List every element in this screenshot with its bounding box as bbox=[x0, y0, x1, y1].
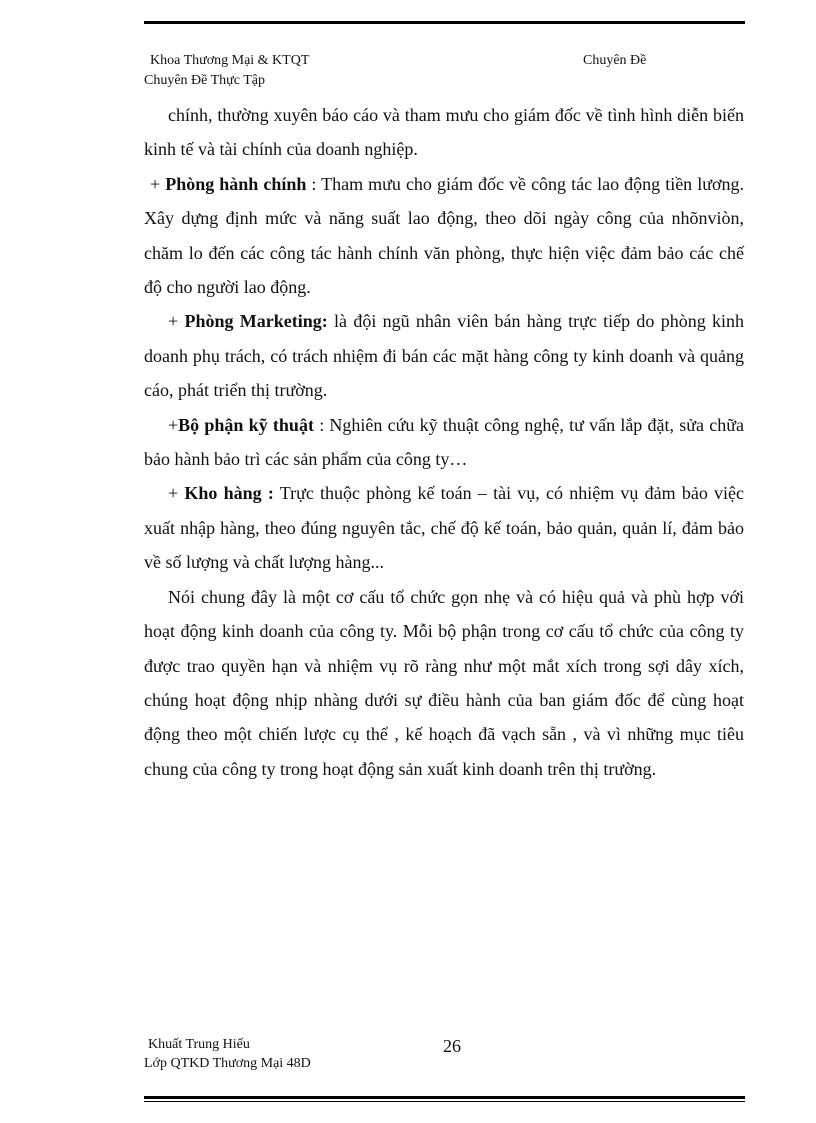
footer-class-name: Lớp QTKD Thương Mại 48D bbox=[144, 1056, 311, 1071]
term: Phòng hành chính bbox=[165, 173, 307, 194]
paragraph: chính, thường xuyên báo cáo và tham mưu cho giám đốc về tình hình diễn biến kinh tế và tài chính của doanh nghiệp. bbox=[144, 105, 744, 160]
definition: là đội ngũ nhân viên bán hàng trực tiếp do phòng kinh doanh phụ trách, có trách nhiệm đi bán các mặt hàng công ty kinh doanh và quảng cáo, phát triển thị trường. bbox=[144, 311, 744, 401]
paragraph-phong-hanh-chinh bbox=[144, 167, 744, 305]
bullet: + bbox=[168, 483, 185, 504]
header-doc-type: Chuyên Đề bbox=[583, 53, 647, 68]
page-number: 26 bbox=[443, 1036, 461, 1056]
document-body bbox=[144, 98, 744, 786]
term: Phòng Marketing: bbox=[184, 311, 328, 332]
bullet: + bbox=[168, 414, 179, 435]
footer-rule-thick bbox=[144, 1096, 745, 1099]
definition: : Tham mưu cho giám đốc về công tác lao động tiền lương. Xây dựng định mức và năng suất lao động, theo dõi ngày công của nhõnviòn, chăm lo đến các công tác hành chính văn phòng, thực hiện việc đảm bảo các chế độ cho người lao động. bbox=[144, 173, 744, 298]
footer-rule-thin bbox=[144, 1101, 745, 1102]
paragraph-bo-phan-ky-thuat bbox=[144, 408, 744, 477]
header-subtitle: Chuyên Đề Thực Tập bbox=[144, 73, 265, 88]
term: Kho hàng : bbox=[184, 483, 274, 504]
header-rule bbox=[144, 21, 745, 24]
bullet: + bbox=[168, 311, 185, 332]
definition: Trực thuộc phòng kế toán – tài vụ, có nhiệm vụ đảm bảo việc xuất nhập hàng, theo đúng nguyên tắc, chế độ kế toán, bảo quản, quản lí, đảm bảo về số lượng và chất lượng hàng... bbox=[144, 483, 745, 573]
bullet: + bbox=[150, 173, 166, 194]
term: Bộ phận kỹ thuật bbox=[178, 414, 314, 435]
header-faculty: Khoa Thương Mại & KTQT bbox=[150, 53, 310, 68]
paragraph-phong-marketing bbox=[144, 304, 744, 407]
definition: : Nghiên cứu kỹ thuật công nghệ, tư vấn lắp đặt, sửa chữa bảo hành bảo trì các sản phẩm của công ty… bbox=[144, 414, 745, 470]
footer-author: Khuất Trung Hiếu bbox=[148, 1037, 250, 1052]
paragraph-summary: Nói chung đây là một cơ cấu tổ chức gọn nhẹ và có hiệu quả và phù hợp với hoạt động kinh doanh của công ty. Mỗi bộ phận trong cơ cấu tổ chức của công ty được trao quyền hạn và nhiệm vụ rõ ràng như một mắt xích trong sợi dây xích, chúng hoạt động nhịp nhàng dưới sự điều hành của ban giám đốc để cùng hoạt động theo một chiến lược cụ thể , kế hoạch đã vạch sẵn , và vì những mục tiêu chung của công ty trong hoạt động sản xuất kinh doanh trên thị trường. bbox=[144, 586, 744, 779]
paragraph-kho-hang bbox=[144, 476, 744, 579]
